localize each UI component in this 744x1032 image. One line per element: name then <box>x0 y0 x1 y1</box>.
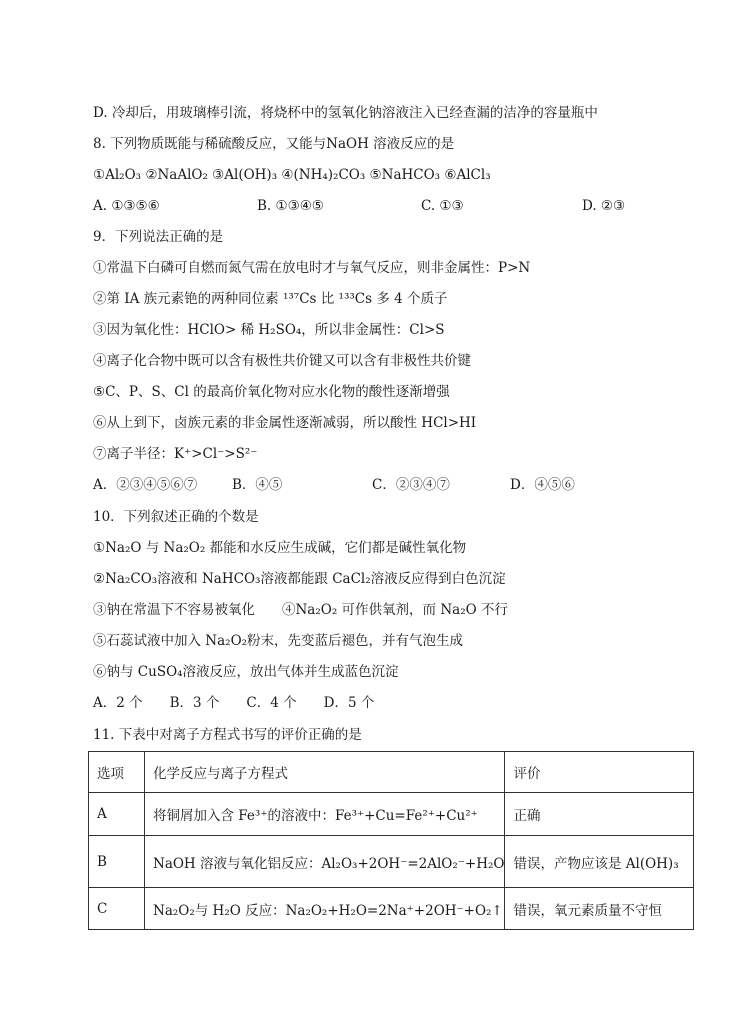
table-cell-evaluation: 正确 <box>505 793 694 836</box>
table-header-row <box>89 752 694 793</box>
table-cell-equation: Na₂O₂与 H₂O 反应：Na₂O₂+H₂O=2Na⁺+2OH⁻+O₂↑ <box>145 888 505 930</box>
question-10-statement-1: ①Na₂O 与 Na₂O₂ 都能和水反应生成碱，它们都是碱性氧化物 <box>93 540 467 556</box>
table-cell-equation: NaOH 溶液与氧化铝反应：Al₂O₃+2OH⁻=2AlO₂⁻+H₂O <box>145 836 505 888</box>
table-header-option: 选项 <box>89 752 145 793</box>
question-9-option-a: A．②③④⑤⑥⑦ <box>93 477 198 493</box>
question-9-statement-2: ②第 IA 族元素铯的两种同位素 ¹³⁷Cs 比 ¹³³Cs 多 4 个质子 <box>93 291 448 307</box>
option-d-line: D. 冷却后，用玻璃棒引流，将烧杯中的氢氧化钠溶液注入已经查漏的洁净的容量瓶中 <box>93 105 598 121</box>
question-9-stem: 9．下列说法正确的是 <box>93 229 224 245</box>
table-row <box>89 836 694 888</box>
question-10-statement-6: ⑥钠与 CuSO₄溶液反应，放出气体并生成蓝色沉淀 <box>93 664 399 680</box>
question-9-option-c: C．②③④⑦ <box>372 477 450 493</box>
question-8-option-c: C. ①③ <box>421 198 464 214</box>
question-10-statement-3-4: ③钠在常温下不容易被氧化 ④Na₂O₂ 可作供氧剂，而 Na₂O 不行 <box>93 602 508 618</box>
question-10-statement-2: ②Na₂CO₃溶液和 NaHCO₃溶液都能跟 CaCl₂溶液反应得到白色沉淀 <box>93 571 506 587</box>
question-8-option-b: B. ①③④⑤ <box>257 198 324 214</box>
table-cell-option: A <box>89 793 145 836</box>
question-10-statement-5: ⑤石蕊试液中加入 Na₂O₂粉末，先变蓝后褪色，并有气泡生成 <box>93 633 464 649</box>
table-cell-equation: 将铜屑加入含 Fe³⁺的溶液中：Fe³⁺+Cu=Fe²⁺+Cu²⁺ <box>145 793 505 836</box>
table-header-equation: 化学反应与离子方程式 <box>145 752 505 793</box>
question-9-statement-3: ③因为氧化性：HClO> 稀 H₂SO₄，所以非金属性：Cl>S <box>93 322 445 338</box>
question-9-statement-6: ⑥从上到下，卤族元素的非金属性逐渐减弱，所以酸性 HCl>HI <box>93 415 477 431</box>
question-8-option-d: D. ②③ <box>582 198 626 214</box>
question-8-option-a: A. ①③⑤⑥ <box>93 198 160 214</box>
question-8-stem: 8. 下列物质既能与稀硫酸反应，又能与NaOH 溶液反应的是 <box>93 136 455 152</box>
question-9-statement-4: ④离子化合物中既可以含有极性共价键又可以含有非极性共价键 <box>93 353 471 369</box>
table-cell-evaluation: 错误，产物应该是 Al(OH)₃ <box>505 836 694 888</box>
table-row <box>89 793 694 836</box>
table-header-evaluation: 评价 <box>505 752 694 793</box>
question-10-stem: 10．下列叙述正确的个数是 <box>93 509 259 525</box>
question-11-stem: 11. 下表中对离子方程式书写的评价正确的是 <box>93 727 362 743</box>
question-8-items: ①Al₂O₃ ②NaAlO₂ ③Al(OH)₃ ④(NH₄)₂CO₃ ⑤NaHCO₃ ⑥AlCl₃ <box>93 167 491 183</box>
question-9-statement-5: ⑤C、P、S、Cl 的最高价氧化物对应水化物的酸性逐渐增强 <box>93 384 450 400</box>
question-9-option-d: D．④⑤⑥ <box>510 477 575 493</box>
question-9-statement-1: ①常温下白磷可自燃而氮气需在放电时才与氧气反应，则非金属性：P>N <box>93 260 531 276</box>
question-9-statement-7: ⑦离子半径：K⁺>Cl⁻>S²⁻ <box>93 446 258 462</box>
table-cell-evaluation: 错误，氧元素质量不守恒 <box>505 888 694 930</box>
table-cell-option: B <box>89 836 145 888</box>
question-10-options: A．2 个 B．3 个 C．4 个 D．5 个 <box>93 695 375 711</box>
question-9-option-b: B．④⑤ <box>232 477 283 493</box>
table-cell-option: C <box>89 888 145 930</box>
evaluation-table <box>88 751 694 930</box>
table-row <box>89 888 694 930</box>
